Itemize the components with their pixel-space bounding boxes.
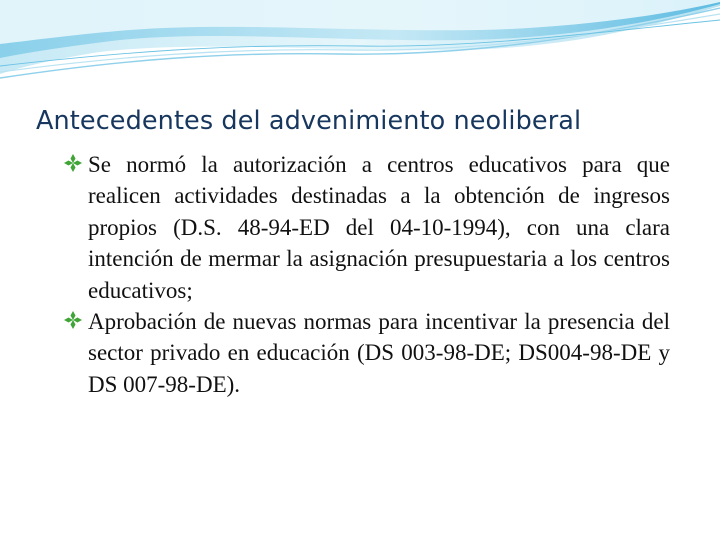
bullet-item-2 [62, 306, 670, 400]
bullet-text-2: Aprobación de nuevas normas para incentivar la presencia del sector privado en educación (DS 003-98-DE; DS004-98-DE y DS 007-98-DE). [88, 309, 670, 397]
bullet-item-1 [62, 149, 670, 306]
slide-title: Antecedentes del advenimiento neoliberal [36, 106, 582, 136]
diamond-bullet-icon [62, 153, 84, 173]
bullet-text-1: Se normó la autorización a centros educativos para que realicen actividades destinadas a la obtención de ingresos propios (D.S. 48-94-ED del 04-10-1994), con una clara intención de mermar la asignación presupuestaria a los centros educativos; [88, 152, 670, 303]
header-wave-decoration [0, 0, 720, 110]
diamond-bullet-icon [62, 310, 84, 330]
bullet-list [62, 149, 670, 400]
